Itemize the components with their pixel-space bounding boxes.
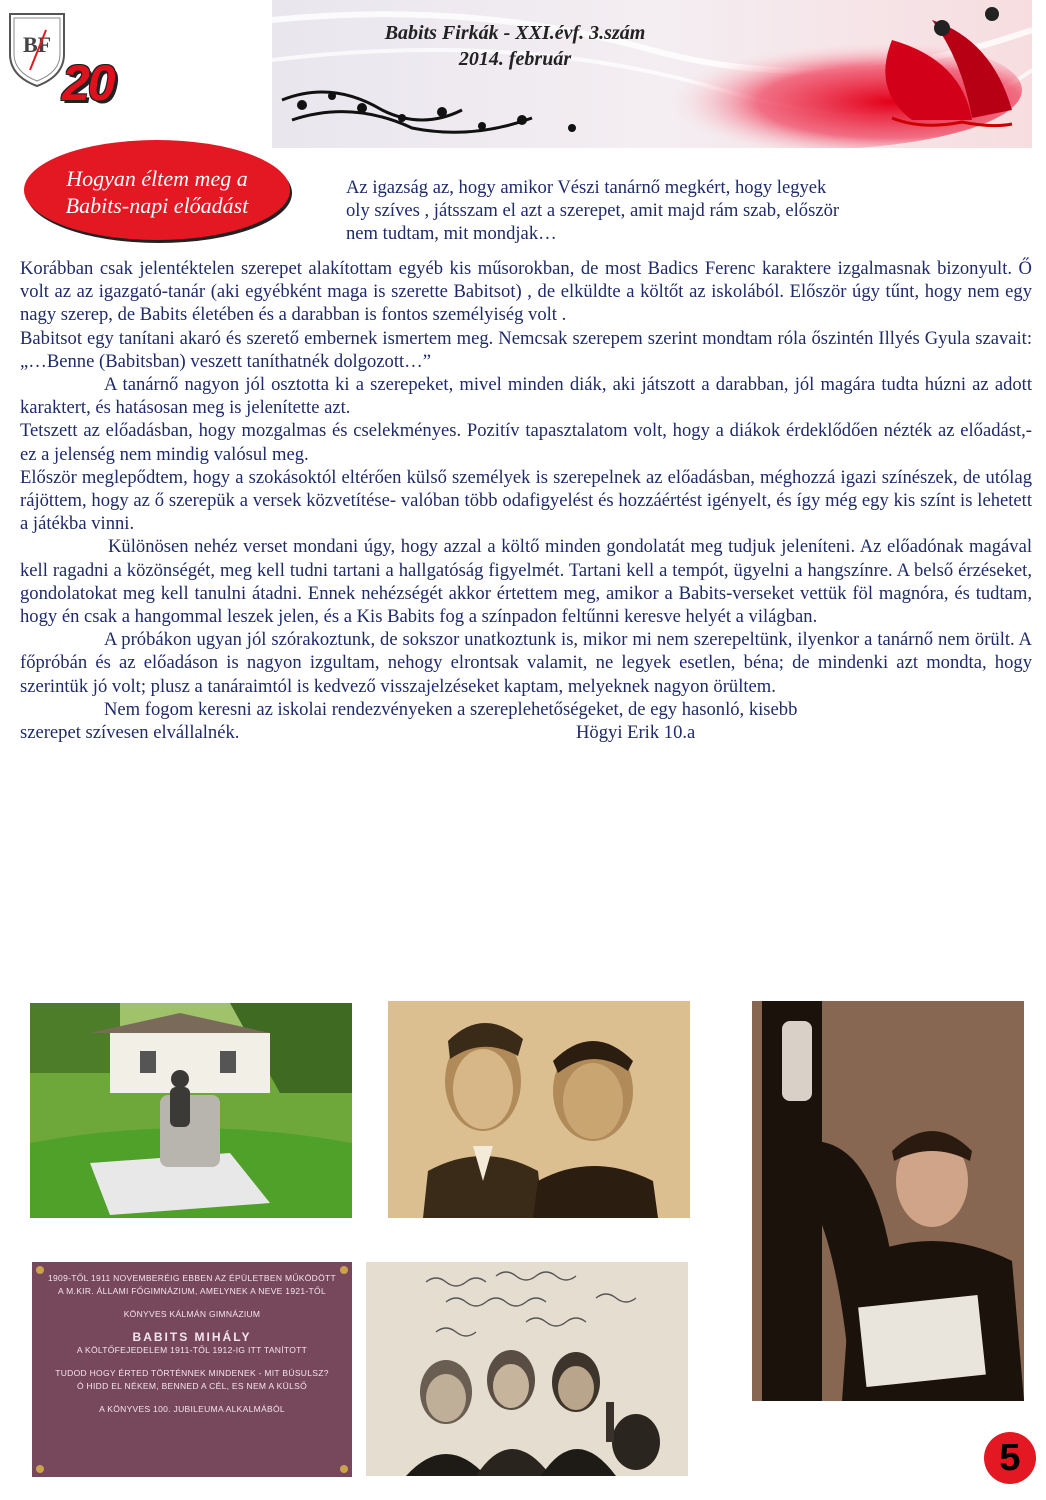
photo-statue-garden — [30, 1003, 352, 1218]
paragraph: Tetszett az előadásban, hogy mozgalmas és cselekményes. Pozitív tapasztalatom volt, hogy a diákok érdeklődően nézték az előadást,- ez a jelenség nem mindig valósul meg. — [20, 420, 1032, 465]
article-title-line: Babits-napi előadást — [65, 193, 249, 218]
issue-date: 2014. február — [458, 48, 572, 70]
paragraph: A próbákon ugyan jól szórakoztunk, de sokszor unatkoztunk is, mikor mi nem szerepeltünk, ilyenkor a tanárnő nem örült. A főpróbán és az előadáson is nagyon izgultam, nehogy elrontsak valamit, ne legyek esetlen, béna; de mindenki azt mondta, hogy szerintük jó volt; plusz a tanáraimtól is kedvező visszajelzéseket kaptam, melyeknek nagyon örültem. — [20, 629, 1032, 697]
article-title-oval — [24, 140, 290, 240]
plaque-line: A KÖNYVES 100. JUBILEUMA ALKALMÁBÓL — [99, 1404, 285, 1414]
plaque-line: 1909-TŐL 1911 NOVEMBERÉIG EBBEN AZ ÉPÜLETBEN MŰKÖDÖTT — [48, 1273, 336, 1283]
photo-memorial-plaque — [32, 1262, 352, 1477]
paragraph: Babitsot egy tanítani akaró és szerető embernek ismertem meg. Nemcsak szerepem szerint mondtam róla őszintén Illyés Gyula szavait: „…Benne (Babitsban) veszett taníthatnék dolgozott…” — [20, 327, 1032, 372]
paragraph: szerepet szívesen elvállalnék. — [20, 722, 240, 744]
intro-line: Az igazság az, hogy amikor Vészi tanárnő megkért, hogy legyek — [346, 177, 827, 198]
page-number: 5 — [984, 1432, 1036, 1484]
paragraph: A tanárnő nagyon jól osztotta ki a szerepeket, mivel minden diák, aki játszott a darabban, jól magára tudta húzni az adott karaktert, és hatásosan meg is jelenítette azt. — [20, 374, 1032, 419]
article-intro — [346, 176, 996, 246]
issue-header — [335, 20, 695, 72]
school-logo — [6, 10, 68, 88]
photo-group-with-signatures — [366, 1262, 688, 1476]
photo-babits-at-microphone — [752, 1001, 1024, 1401]
plaque-inscription — [32, 1272, 352, 1416]
plaque-line: A KÖLTŐFEJEDELEM 1911-TŐL 1912-IG ITT TANÍTOTT — [76, 1345, 308, 1355]
intro-line: nem tudtam, mit mondjak… — [346, 223, 557, 245]
article-title-line: Hogyan éltem meg a — [66, 166, 248, 191]
paragraph: Különösen nehéz verset mondani úgy, hogy azzal a költő minden gondolatát meg tudjuk jeleníteni. Az előadónak magával kell ragadni a közönségét, meg kell tudni tartani a hallgatóság figyelmét. Tartani kell a tempót, ügyelni a hangszínre. A belső érzéseket, gondolatokat meg kell tanulni átadni. Ennek nehézségét akkor értettem meg, amikor a Babits-verseket vettük föl magnóra, és tudtam, hogy én csak a hangommal leszek jelen, és a Kis Babits fog a színpadon feltűnni keresve helyét a világban. — [20, 536, 1032, 628]
paragraph: Korábban csak jelentéktelen szerepet alakítottam egyéb kis műsorokban, de most Badics Ferenc karaktere izgalmasnak bizonyult. Ő volt az az igazgató-tanár (aki egyébként maga is szerette Babitsot) , de elküldte a költőt az iskolából. Először úgy tűnt, hogy nem egy nagy szerep, de Babits életében és a darabban is fontos személyiség volt . — [20, 258, 1032, 326]
anniversary-badge: 20 — [62, 55, 114, 111]
paragraph: Nem fogom keresni az iskolai rendezvényeken a szereplehetőségeket, de egy hasonló, kisebb — [104, 698, 798, 720]
closing-line — [20, 721, 1032, 744]
plaque-line: Ó HIDD EL NÉKEM, BENNED A CÉL, ES NEM A KÜLSŐ — [76, 1381, 307, 1391]
plaque-line: BABITS MIHÁLY — [132, 1330, 252, 1344]
photo-two-portraits — [388, 1001, 690, 1218]
article-body — [20, 257, 1032, 744]
author-signature: Högyi Erik 10.a — [576, 722, 696, 744]
issue-line: Babits Firkák - XXI.évf. 3.szám — [384, 22, 646, 44]
paragraph: Először meglepődtem, hogy a szokásoktól eltérően külső személyek is szerepelnek az előadásban, méghozzá igazi színészek, de utólag rájöttem, hogy az ő szerepük a versek közvetítése- valóban több odafigyelést és hozzáértést igényelt, és így még egy kis színt is lehetett a játékba vinni. — [20, 466, 1032, 535]
article-title — [66, 161, 249, 219]
svg-text:BF: BF — [22, 32, 52, 57]
intro-line: oly szíves , játsszam el azt a szerepet, amit majd rám szab, először — [346, 200, 840, 222]
plaque-line: A M.KIR. ÁLLAMI FŐGIMNÁZIUM, AMELYNEK A NEVE 1921-TŐL — [58, 1286, 326, 1296]
plaque-line: KÖNYVES KÁLMÁN GIMNÁZIUM — [123, 1309, 261, 1319]
plaque-line: TUDOD HOGY ÉRTED TÖRTÉNNEK MINDENEK - MIT BÚSULSZ? — [55, 1368, 329, 1378]
